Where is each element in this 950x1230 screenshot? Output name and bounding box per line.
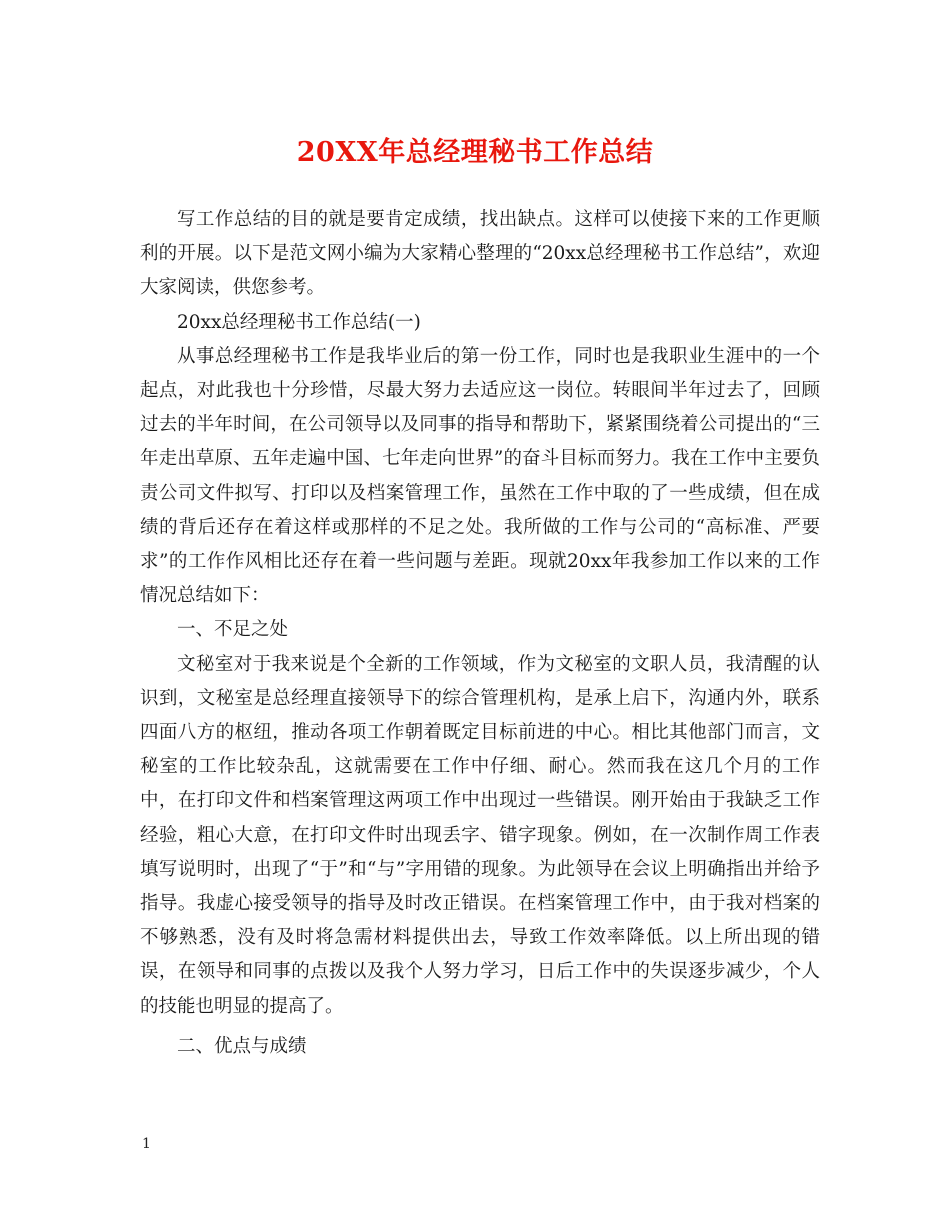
page-number: 1 (142, 1136, 151, 1152)
document-title: 20XX年总经理秘书工作总结 (296, 137, 654, 168)
section-heading-strengths: 二、优点与成绩 (177, 1035, 307, 1057)
document-body (140, 203, 820, 1064)
body-paragraph: 从事总经理秘书工作是我毕业后的第一份工作，同时也是我职业生涯中的一个起点，对此我也十分珍惜，尽最大努力去适应这一岗位。转眼间半年过去了，回顾过去的半年时间，在公司领导以及同事的指导和帮助下，紧紧围绕着公司提出的“三年走出草原、五年走遍中国、七年走向世界”的奋斗目标而努力。我在工作中主要负责公司文件拟写、打印以及档案管理工作，虽然在工作中取的了一些成绩，但在成绩的背后还存在着这样或那样的不足之处。我所做的工作与公司的“高标准、严要求”的工作作风相比还存在着一些问题与差距。现就20xx年我参加工作以来的工作情况总结如下： (140, 345, 820, 607)
body-paragraph: 文秘室对于我来说是个全新的工作领域，作为文秘室的文职人员，我清醒的认识到，文秘室是总经理直接领导下的综合管理机构，是承上启下，沟通内外，联系四面八方的枢纽，推动各项工作朝着既定目标前进的中心。相比其他部门而言，文秘室的工作比较杂乱，这就需要在工作中仔细、耐心。然而我在这几个月的工作中，在打印文件和档案管理这两项工作中出现过一些错误。刚开始由于我缺乏工作经验，粗心大意，在打印文件时出现丢字、错字现象。例如，在一次制作周工作表填写说明时，出现了“于”和“与”字用错的现象。为此领导在会议上明确指出并给予指导。我虚心接受领导的指导及时改正错误。在档案管理工作中，由于我对档案的不够熟悉，没有及时将急需材料提供出去，导致工作效率降低。以上所出现的错误，在领导和同事的点拨以及我个人努力学习，日后工作中的失误逐步减少，个人的技能也明显的提高了。 (140, 653, 820, 1017)
section-heading-shortcomings: 一、不足之处 (177, 619, 289, 641)
section-heading-part-one: 20xx总经理秘书工作总结(一) (177, 311, 421, 333)
intro-paragraph: 写工作总结的目的就是要肯定成绩，找出缺点。这样可以使接下来的工作更顺利的开展。以下是范文网小编为大家精心整理的“20xx总经理秘书工作总结”，欢迎大家阅读，供您参考。 (140, 209, 820, 299)
